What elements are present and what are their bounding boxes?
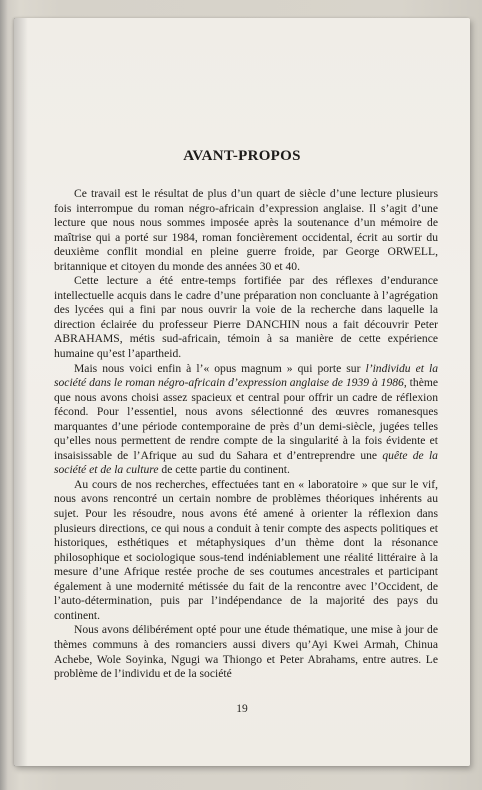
paragraph — [54, 478, 438, 623]
page-number: 19 — [236, 703, 248, 715]
text-run: Mais nous voici enfin à l’« opus magnum » qui porte sur — [74, 361, 366, 375]
paragraph — [54, 362, 438, 478]
page-gutter-shadow — [14, 18, 28, 766]
paragraph — [54, 187, 438, 274]
text-run: Cette lecture a été entre-temps fortifiée par des réflexes d’endurance intellectuelle acquis dans le cadre d’une préparation non concluante à l’agrégation des lycées qui a fini par nous ouvrir la voie de la recherche dans laquelle la direction éclairée du professeur Pierre DANCHIN nous a fait découvrir Peter ABRAHAMS, métis sud-africain, témoin à sa manière de cette expérience humaine qu’est l’apartheid. — [54, 274, 438, 361]
body-text — [54, 187, 438, 682]
text-run: de cette partie du continent. — [158, 463, 290, 477]
text-run: Nous avons délibérément opté pour une étude thématique, une mise à jour de thèmes communs à des romanciers aussi divers qu’Ayi Kwei Armah, Chinua Achebe, Wole Soyinka, Ngugi wa Thiongo et Peter Abrahams, entre autres. Le problème de l’individu et de la société — [54, 623, 438, 681]
italic-text-run: l’individu et la société dans le roman négro-africain d’expression anglaise de 1939 à 1986 — [54, 361, 438, 390]
text-run: , thème que nous avons choisi assez spacieux et central pour offrir un cadre de réflexion fécond. Pour l’essentiel, nous avons sélectionné des œuvres romanesques marquantes d’une période contemporaine de près d’un demi-siècle, jugées telles qu’elles nous permettent de rendre compte de la singularité à la fois évidente et insaisissable de l’Afrique au sud du Sahara et d’entreprendre une — [54, 376, 438, 462]
text-run: Ce travail est le résultat de plus d’un quart de siècle d’une lecture plusieurs fois interrompue du roman négro-africain d’expression anglaise. Il s’agit d’une lecture que nous nous sommes imposée après la soutenance d’un mémoire de maîtrise qui a porté sur 1984, roman foncièrement occidental, écrit au sortir du deuxième conflit mondial en pleine guerre froide, par George ORWELL, britannique et citoyen du monde des années 30 et 40. — [54, 187, 438, 273]
paragraph — [54, 274, 438, 361]
italic-text-run: quête de la société et de la culture — [54, 448, 438, 477]
page-title: AVANT-PROPOS — [183, 148, 301, 164]
paragraph — [54, 623, 438, 681]
text-run: Au cours de nos recherches, effectuées tant en « laboratoire » que sur le vif, nous avons rencontré un certain nombre de problèmes théoriques inhérents au sujet. Pour les résoudre, nous avons été amené à orienter la réflexion dans plusieurs directions, ce qui nous a conduit à tenir compte des aspects politiques et historiques, esthétiques et métaphysiques d’un thème dont la résonance philosophique et sociologique sous-tend indéniablement une réalité littéraire à la mesure d’une Afrique restée proche de ses coutumes ancestrales et participant également à une modernité métissée du fait de la rencontre avec l’Occident, de l’auto-détermination, puis par l’indépendance de la majorité des pays du continent. — [54, 477, 438, 622]
